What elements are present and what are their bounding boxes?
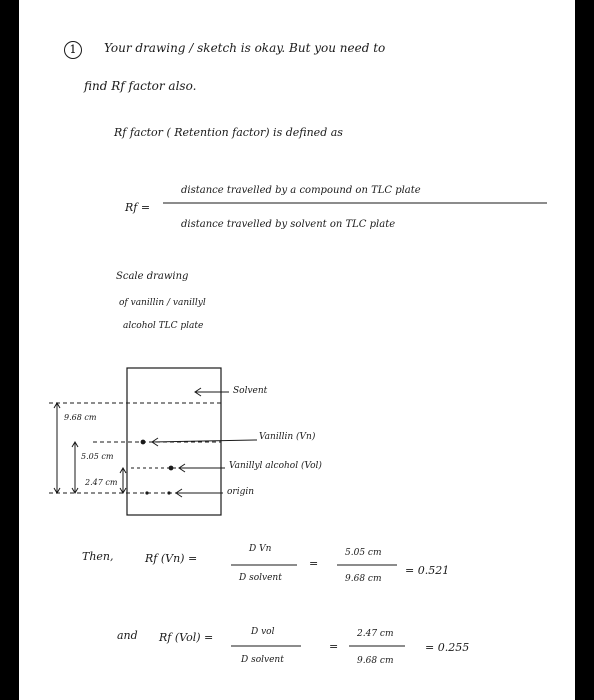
definition-line: Rf factor ( Retention factor) is defined as xyxy=(114,126,343,139)
calc1-lhs: Rf (Vn) = xyxy=(145,552,198,565)
origin-spot-2 xyxy=(167,491,170,494)
caption-line-3: alcohol TLC plate xyxy=(123,321,204,331)
calc2-intro: and xyxy=(117,629,138,642)
answer-number: 1 xyxy=(64,41,82,59)
formula-lhs: Rf = xyxy=(125,201,151,214)
calc1-equals: = xyxy=(309,557,319,570)
calc1-frac2-num: 5.05 cm xyxy=(345,548,382,558)
caption-line-1: Scale drawing xyxy=(116,271,189,282)
vanillin-label: Vanillin (Vn) xyxy=(259,432,316,442)
answer-page xyxy=(19,0,575,700)
calc1-intro: Then, xyxy=(82,550,114,563)
calc1-frac1-num: D Vn xyxy=(249,544,272,554)
calc2-frac1-num: D vol xyxy=(251,627,275,637)
calc2-equals: = xyxy=(329,640,339,653)
calc2-lhs: Rf (Vol) = xyxy=(159,631,214,644)
dim-alcohol-label: 2.47 cm xyxy=(85,478,118,487)
vanillin-pointer xyxy=(152,440,257,442)
intro-line-1: Your drawing / sketch is okay. But you need to xyxy=(104,41,386,55)
alcohol-spot xyxy=(169,466,174,471)
vanillin-spot xyxy=(141,440,146,445)
alcohol-label: Vanillyl alcohol (Vol) xyxy=(229,461,322,471)
calc1-frac1-den: D solvent xyxy=(239,573,282,583)
calc1-result: = 0.521 xyxy=(405,564,450,577)
origin-label: origin xyxy=(227,487,255,497)
calc2-frac2-num: 2.47 cm xyxy=(357,629,394,639)
calc2-result: = 0.255 xyxy=(425,641,470,654)
dim-total-label: 9.68 cm xyxy=(64,413,97,422)
caption-line-2: of vanillin / vanillyl xyxy=(119,298,206,308)
calc2-frac1-den: D solvent xyxy=(241,655,284,665)
intro-line-2: find Rf factor also. xyxy=(84,79,197,93)
calc1-frac2-den: 9.68 cm xyxy=(345,574,382,584)
origin-spot-1 xyxy=(145,491,148,494)
solvent-label: Solvent xyxy=(233,386,268,396)
tlc-plate-drawing xyxy=(19,0,575,700)
dim-vanillin-label: 5.05 cm xyxy=(81,452,114,461)
formula-denominator: distance travelled by solvent on TLC plate xyxy=(181,219,396,230)
formula-numerator: distance travelled by a compound on TLC plate xyxy=(181,185,421,196)
calc2-frac2-den: 9.68 cm xyxy=(357,656,394,666)
